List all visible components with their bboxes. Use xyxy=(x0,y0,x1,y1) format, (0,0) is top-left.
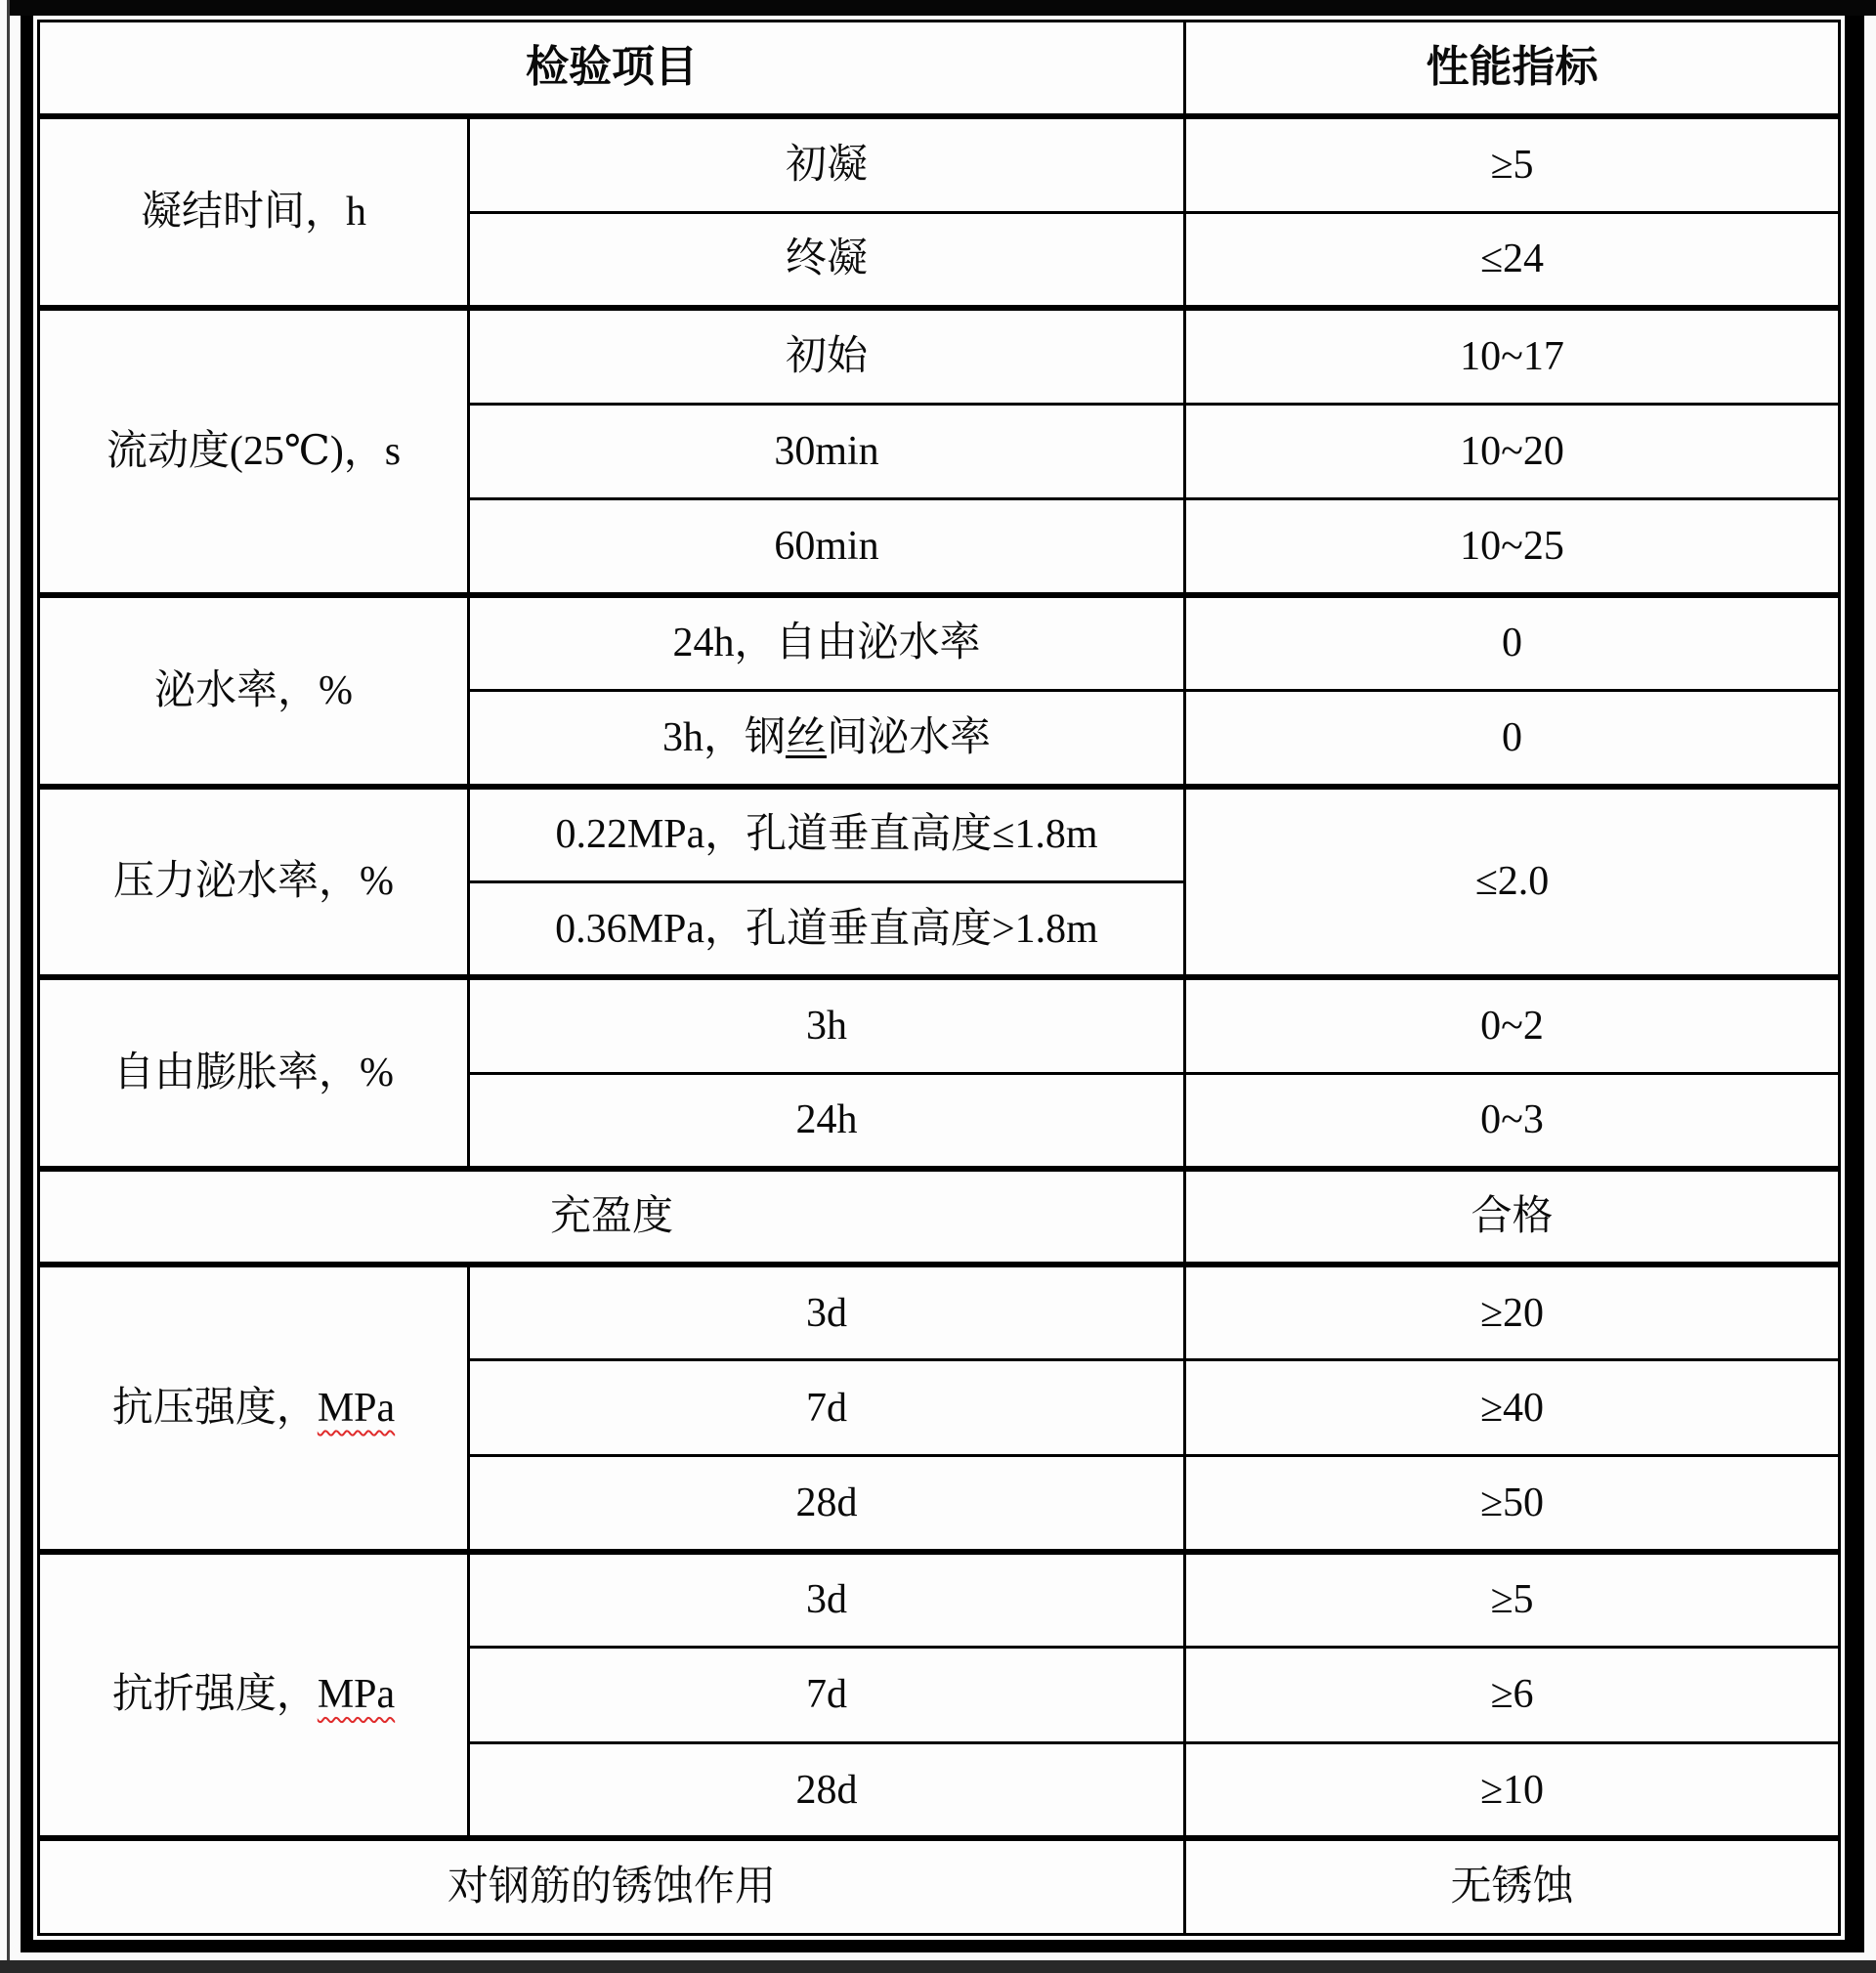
fullness-label: 充盈度 xyxy=(39,1169,1185,1265)
top-scan-bar xyxy=(8,0,1876,16)
spec-table xyxy=(37,20,1841,1936)
flexural-strength-label xyxy=(39,1552,469,1839)
fluidity-30min-value: 10~20 xyxy=(1185,404,1840,499)
free-expansion-label: 自由膨胀率，% xyxy=(39,977,469,1169)
compressive-strength-label xyxy=(39,1265,469,1552)
fluidity-60min: 60min xyxy=(469,499,1185,595)
bleeding-3h-prefix: 3h，钢 xyxy=(661,714,786,760)
pressure-bleeding-036: 0.36MPa，孔道垂直高度>1.8m xyxy=(469,882,1185,978)
setting-time-initial-value: ≥5 xyxy=(1185,116,1840,212)
compressive-7d: 7d xyxy=(469,1360,1185,1456)
compressive-7d-value: ≥40 xyxy=(1185,1360,1840,1456)
setting-time-initial: 初凝 xyxy=(469,116,1185,212)
flexural-strength-text: 抗折强度， xyxy=(111,1672,318,1718)
flexural-3d: 3d xyxy=(469,1552,1185,1648)
flexural-7d-value: ≥6 xyxy=(1185,1648,1840,1743)
pressure-bleeding-value: ≤2.0 xyxy=(1185,787,1840,978)
header-performance-index: 性能指标 xyxy=(1185,21,1840,117)
setting-time-final-value: ≤24 xyxy=(1185,212,1840,308)
flexural-3d-value: ≥5 xyxy=(1185,1552,1840,1648)
flexural-28d-value: ≥10 xyxy=(1185,1743,1840,1839)
compressive-28d: 28d xyxy=(469,1456,1185,1552)
corrosion-value: 无锈蚀 xyxy=(1185,1838,1840,1934)
fluidity-60min-value: 10~25 xyxy=(1185,499,1840,595)
compressive-3d: 3d xyxy=(469,1265,1185,1360)
free-expansion-3h-value: 0~2 xyxy=(1185,977,1840,1073)
bleeding-3h-value: 0 xyxy=(1185,691,1840,787)
bleeding-3h-underlined-char: 丝 xyxy=(785,714,827,760)
free-expansion-3h: 3h xyxy=(469,977,1185,1073)
free-expansion-24h-value: 0~3 xyxy=(1185,1073,1840,1169)
bleeding-24h: 24h，自由泌水率 xyxy=(469,595,1185,691)
pressure-bleeding-022: 0.22MPa，孔道垂直高度≤1.8m xyxy=(469,787,1185,882)
flexural-7d: 7d xyxy=(469,1648,1185,1743)
fluidity-label: 流动度(25℃)，s xyxy=(39,308,469,595)
compressive-strength-text: 抗压强度， xyxy=(111,1385,318,1431)
pressure-bleeding-label: 压力泌水率，% xyxy=(39,787,469,978)
flexural-28d: 28d xyxy=(469,1743,1185,1839)
bleeding-label: 泌水率，% xyxy=(39,595,469,787)
bleeding-3h-suffix: 间泌水率 xyxy=(827,714,992,760)
setting-time-final: 终凝 xyxy=(469,212,1185,308)
table-frame xyxy=(21,16,1864,1952)
bleeding-24h-value: 0 xyxy=(1185,595,1840,691)
compressive-28d-value: ≥50 xyxy=(1185,1456,1840,1552)
bleeding-3h xyxy=(469,691,1185,787)
bottom-scan-bar xyxy=(0,1960,1876,1973)
compressive-strength-unit: MPa xyxy=(317,1385,396,1431)
fluidity-initial: 初始 xyxy=(469,308,1185,404)
corrosion-label: 对钢筋的锈蚀作用 xyxy=(39,1838,1185,1934)
header-test-item: 检验项目 xyxy=(39,21,1185,117)
page-edge-line xyxy=(7,0,10,1960)
compressive-3d-value: ≥20 xyxy=(1185,1265,1840,1360)
setting-time-label: 凝结时间，h xyxy=(39,116,469,308)
fullness-value: 合格 xyxy=(1185,1169,1840,1265)
flexural-strength-unit: MPa xyxy=(317,1672,396,1718)
free-expansion-24h: 24h xyxy=(469,1073,1185,1169)
fluidity-initial-value: 10~17 xyxy=(1185,308,1840,404)
fluidity-30min: 30min xyxy=(469,404,1185,499)
